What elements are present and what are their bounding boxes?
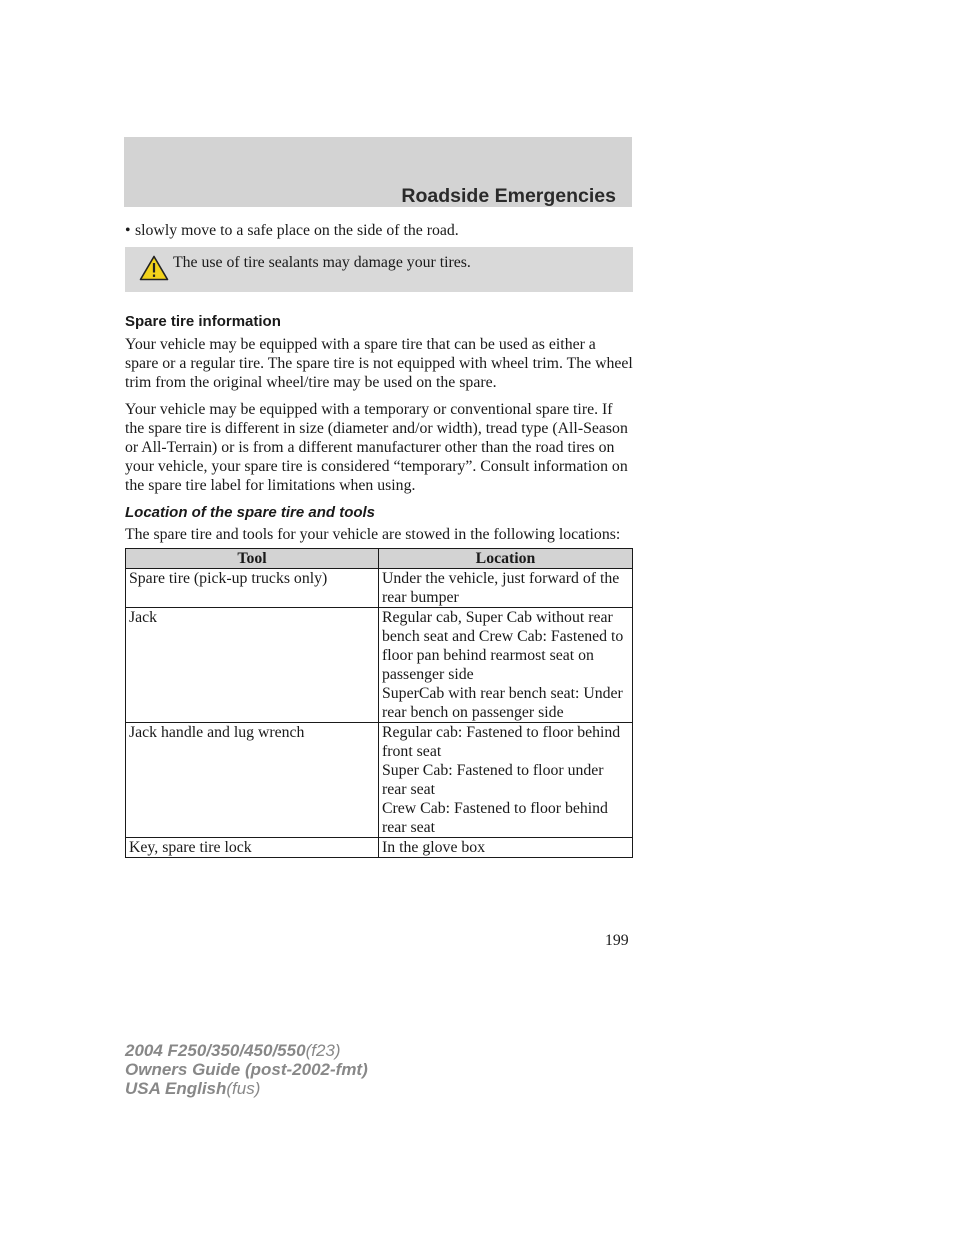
location-line: In the glove box [382,839,486,856]
table-header-row [126,549,633,569]
bullet-icon: • [125,222,131,239]
footer-line [125,1041,368,1060]
paragraph: The spare tire and tools for your vehicle are stowed in the following locations: [125,526,621,543]
table-row [126,723,633,838]
footer-language: USA English [125,1079,227,1098]
bullet-text: slowly move to a safe place on the side of the road. [135,222,459,239]
warning-triangle-icon [139,255,169,281]
header-band [124,137,632,207]
paragraph: Your vehicle may be equipped with a spare tire that can be used as either a spare or a regular tire. The spare tire is not equipped with wheel trim. The wheel trim from the original wheel/tire may be used on the spare. [125,336,633,391]
warning-text: The use of tire sealants may damage your tires. [173,254,471,271]
tools-table [125,548,633,858]
section-heading: Spare tire information [125,313,281,330]
location-line: Under the vehicle, just forward of the rear bumper [382,570,620,606]
footer-line [125,1079,368,1098]
column-header-tool: Tool [126,549,379,569]
location-line: Crew Cab: Fastened to floor behind rear seat [382,800,608,836]
footer-model-code: (f23) [305,1041,341,1060]
column-header-location: Location [379,549,633,569]
page-content [125,221,633,858]
location-cell [379,569,633,608]
location-cell [379,723,633,838]
table-row [126,838,633,858]
tool-cell: Spare tire (pick-up trucks only) [126,569,379,608]
warning-box [125,247,633,292]
table-row [126,608,633,723]
location-line: Regular cab, Super Cab without rear bench seat and Crew Cab: Fastened to floor pan behind rearmost seat on passenger side [382,609,624,683]
page-title: Roadside Emergencies [401,185,616,207]
footer-line: Owners Guide (post-2002-fmt) [125,1060,368,1079]
page-number: 199 [605,932,629,949]
location-line: Regular cab: Fastened to floor behind front seat [382,724,621,760]
location-cell [379,608,633,723]
location-cell [379,838,633,858]
footer-model: 2004 F250/350/450/550 [125,1041,306,1060]
tool-cell: Key, spare tire lock [126,838,379,858]
location-line: Super Cab: Fastened to floor under rear seat [382,762,604,798]
location-line: SuperCab with rear bench seat: Under rear bench on passenger side [382,685,623,721]
tool-cell: Jack [126,608,379,723]
tool-cell: Jack handle and lug wrench [126,723,379,838]
paragraph: Your vehicle may be equipped with a temporary or conventional spare tire. If the spare tire is different in size (diameter and/or width), tread type (All-Season or All-Terrain) or is from a different manufacturer other than the road tires on your vehicle, your spare tire is considered “temporary”. Consult information on the spare tire label for limitations when using. [125,401,628,494]
bullet-item [125,221,633,240]
footer [125,1041,368,1098]
footer-language-code: (fus) [226,1079,261,1098]
table-row [126,569,633,608]
subsection-heading: Location of the spare tire and tools [125,504,376,521]
